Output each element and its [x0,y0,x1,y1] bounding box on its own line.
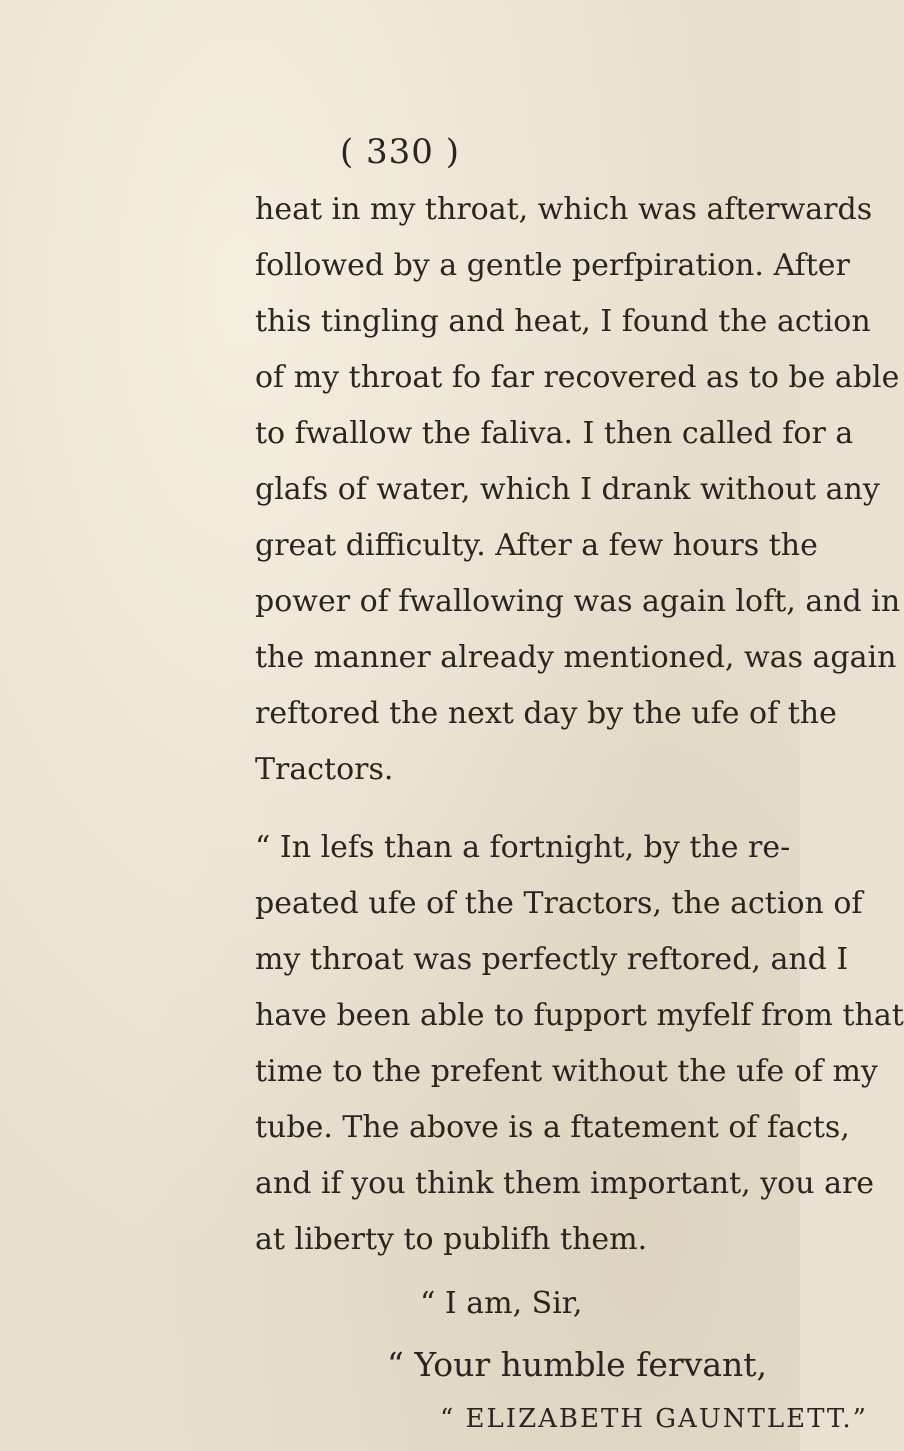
text-line: followed by a gentle perfpiration. After [255,248,850,283]
page-number: ( 330 ) [339,132,461,172]
text-line: time to the prefent without the ufe of my [255,1054,878,1089]
text-line: and if you think them important, you are [255,1166,875,1201]
text-line: “ In lefs than a fortnight, by the re- [255,830,791,865]
closing-salutation: “ I am, Sir, [420,1286,583,1321]
text-line: have been able to fupport myfelf from that [255,998,904,1033]
signature-name: “ ELIZABETH GAUNTLETT.” [440,1404,868,1434]
text-line: to fwallow the faliva. I then called for a [255,416,854,451]
text-line: this tingling and heat, I found the action [255,304,871,339]
text-line: heat in my throat, which was afterwards [255,192,873,227]
text-line: my throat was perfectly reftored, and I [255,942,849,977]
text-line: of my throat fo far recovered as to be able [255,360,900,395]
text-line: Tractors. [255,752,394,787]
text-line: tube. The above is a ftatement of facts, [255,1110,850,1145]
text-line: peated ufe of the Tractors, the action of [255,886,863,921]
text-line: reftored the next day by the ufe of the [255,696,837,731]
text-line: great difficulty. After a few hours the [255,528,818,563]
text-line: at liberty to publifh them. [255,1222,648,1257]
closing-servant: “ Your humble fervant, [387,1345,767,1384]
text-line: power of fwallowing was again loft, and in [255,584,901,619]
text-line: glafs of water, which I drank without any [255,472,880,507]
text-line: the manner already mentioned, was again [255,640,897,675]
